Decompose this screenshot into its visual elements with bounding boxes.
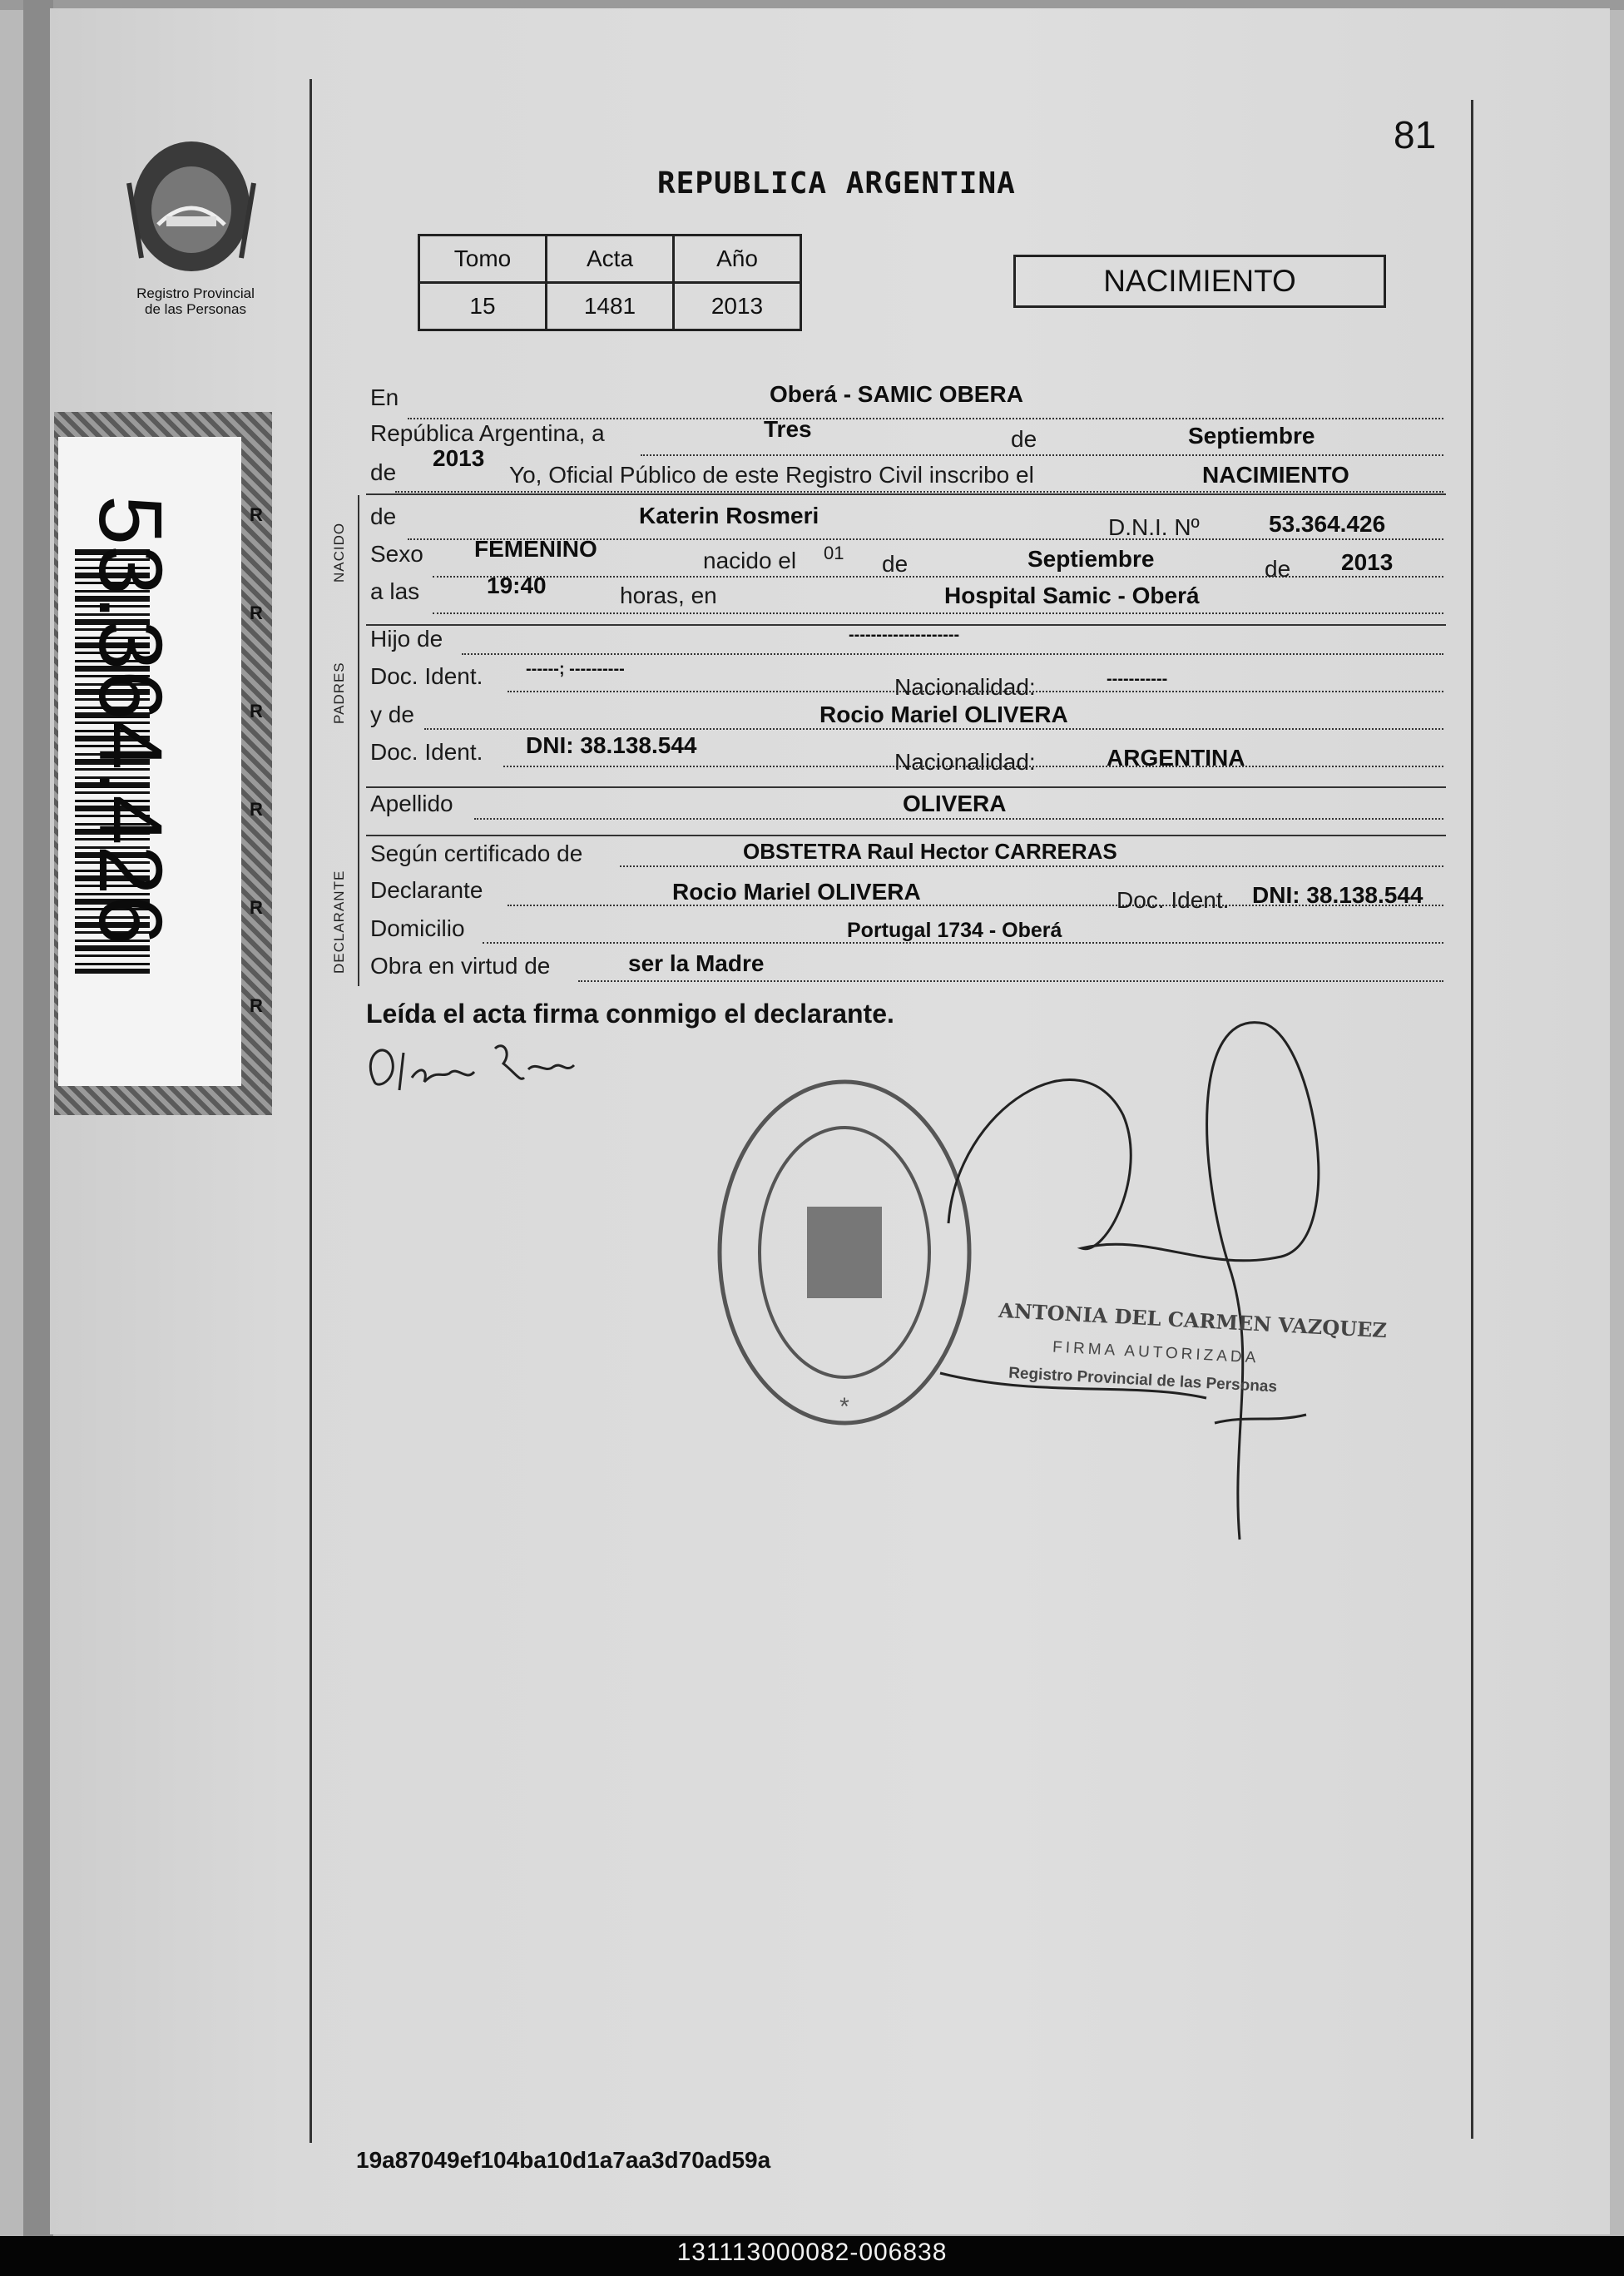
closing-statement: Leída el acta firma conmigo el declarante. [366, 999, 894, 1029]
anio-value: 2013 [433, 445, 485, 471]
sticker-letter: R [250, 799, 263, 820]
section-rule [358, 495, 359, 986]
dom-value: Portugal 1734 - Oberá [847, 919, 1062, 942]
value-anio: 2013 [674, 283, 801, 330]
sticker-number: 53.364.426 [81, 495, 181, 945]
document-title: REPUBLICA ARGENTINA [657, 166, 1016, 201]
dotted-leader [641, 454, 1443, 456]
obra-label: Obra en virtud de [370, 953, 551, 979]
inscribe-value: NACIMIENTO [1202, 462, 1349, 488]
nac-de2-label: de [1265, 556, 1291, 582]
value-tomo: 15 [419, 283, 547, 330]
dotted-leader [424, 728, 1443, 730]
bottom-code: 131113000082-006838 [676, 2239, 948, 2266]
doc1-label: Doc. Ident. [370, 663, 483, 689]
yde-label: y de [370, 702, 414, 727]
nac2-value: ARGENTINA [1107, 745, 1245, 771]
dni-value: 53.364.426 [1269, 511, 1386, 537]
hijo-label: Hijo de [370, 626, 443, 652]
nac-anio-value: 2013 [1341, 549, 1394, 575]
official-role: FIRMA AUTORIZADA [1052, 1338, 1260, 1367]
hijo-value: -------------------- [849, 626, 960, 644]
nac1-label: Nacionalidad: [894, 674, 1036, 700]
horas-label: horas, en [620, 583, 717, 608]
dni-label: D.N.I. Nº [1108, 514, 1200, 540]
sticker-letter: R [250, 504, 263, 525]
left-margin-line [309, 79, 312, 2143]
doc2-value: DNI: 38.138.544 [526, 732, 697, 758]
doc1-value: ------; ---------- [526, 660, 625, 678]
apellido-value: OLIVERA [903, 791, 1007, 816]
republica-label: República Argentina, a [370, 420, 605, 446]
en-value: Oberá - SAMIC OBERA [770, 381, 1023, 407]
dia-value: Tres [764, 416, 812, 442]
section-divider [366, 493, 1446, 495]
cert-value: OBSTETRA Raul Hector CARRERAS [743, 839, 1117, 864]
provincial-seal-logo [125, 133, 275, 283]
dotted-leader [433, 576, 1443, 578]
side-label-nacido: NACIDO [331, 522, 347, 583]
registry-table [418, 234, 802, 331]
side-label-padres: PADRES [331, 662, 347, 724]
svg-text:*: * [839, 1393, 849, 1421]
apellido-label: Apellido [370, 791, 453, 816]
side-label-declarante: DECLARANTE [331, 870, 347, 974]
nac2-label: Nacionalidad: [894, 749, 1036, 775]
lugar-value: Hospital Samic - Oberá [944, 583, 1200, 608]
nac1-value: ----------- [1107, 670, 1168, 688]
nombre-value: Katerin Rosmeri [639, 503, 819, 528]
section-divider [366, 835, 1446, 836]
sexo-value: FEMENINO [474, 536, 597, 562]
right-margin-line [1471, 100, 1473, 2139]
en-label: En [370, 384, 399, 410]
madre-value: Rocio Mariel OLIVERA [819, 702, 1068, 727]
logo-caption-line2: de las Personas [145, 301, 246, 317]
official-signature [915, 1007, 1448, 1556]
dotted-leader [408, 418, 1443, 419]
page-number: 81 [1394, 113, 1437, 156]
nacido-label: nacido el [703, 548, 797, 573]
section-divider [366, 786, 1446, 788]
declarant-signature [358, 1032, 624, 1107]
dotted-leader [474, 818, 1443, 820]
sticker-letter-column [246, 466, 266, 1098]
dotted-leader [433, 612, 1443, 614]
dotted-leader [395, 491, 1443, 493]
dotted-leader [620, 865, 1443, 867]
document-hash: 19a87049ef104ba10d1a7aa3d70ad59a [356, 2147, 771, 2173]
obra-value: ser la Madre [628, 950, 765, 976]
alas-label: a las [370, 578, 420, 604]
decl-doc-label: Doc. Ident. [1116, 887, 1230, 913]
record-type-box: NACIMIENTO [1013, 255, 1386, 308]
decl-label: Declarante [370, 877, 483, 903]
sexo-label: Sexo [370, 541, 423, 567]
sticker-letter: R [250, 701, 263, 721]
header-anio: Año [674, 236, 801, 283]
dom-label: Domicilio [370, 915, 465, 941]
sticker-letter: R [250, 897, 263, 918]
official-registry: Registro Provincial de las Personas [1008, 1364, 1278, 1396]
sticker-letter: R [250, 995, 263, 1016]
nac-dia-value: 01 [824, 543, 844, 563]
nac-de-label: de [882, 551, 909, 577]
dotted-leader [578, 980, 1443, 982]
dotted-leader [462, 653, 1443, 655]
sticker-letter: R [250, 602, 263, 623]
header-acta: Acta [547, 236, 674, 283]
decl-doc-value: DNI: 38.138.544 [1252, 882, 1423, 908]
cert-label: Según certificado de [370, 840, 583, 866]
nac-mes-value: Septiembre [1027, 546, 1155, 572]
nombre-label: de [370, 503, 397, 529]
de-label: de [1011, 426, 1037, 452]
value-acta: 1481 [547, 283, 674, 330]
logo-caption-line1: Registro Provincial [136, 285, 255, 301]
decl-value: Rocio Mariel OLIVERA [672, 879, 921, 905]
oficial-text: Yo, Oficial Público de este Registro Civil inscribo el [509, 462, 1034, 488]
header-tomo: Tomo [419, 236, 547, 283]
mes-value: Septiembre [1188, 423, 1315, 449]
doc2-label: Doc. Ident. [370, 739, 483, 765]
hora-value: 19:40 [487, 573, 547, 598]
official-name: ANTONIA DEL CARMEN VAZQUEZ [998, 1297, 1388, 1343]
binding-spine [23, 0, 53, 2239]
logo-caption [100, 285, 291, 317]
de2-label: de [370, 459, 397, 485]
